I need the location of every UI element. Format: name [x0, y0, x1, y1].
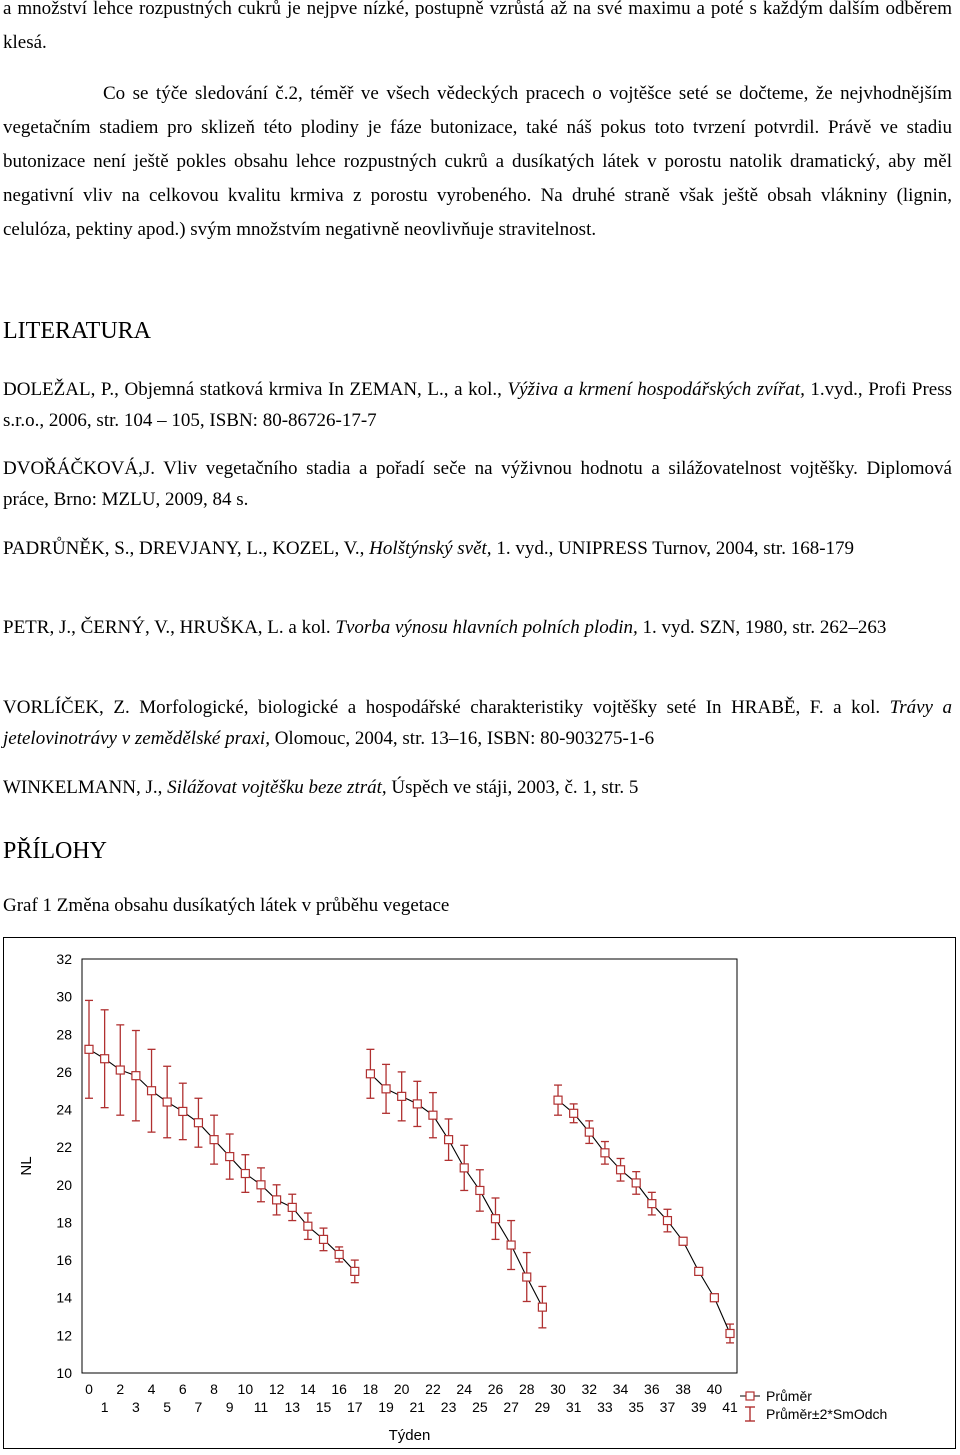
- literatura-heading: LITERATURA: [3, 318, 151, 344]
- reference-3: PADRŮNĚK, S., DREVJANY, L., KOZEL, V., Holštýnský svět, 1. vyd., UNIPRESS Turnov, 2004, str. 168-179: [3, 538, 855, 559]
- mean-point: [320, 1235, 328, 1243]
- mean-point: [648, 1200, 656, 1208]
- chart-caption: Graf 1 Změna obsahu dusíkatých látek v průběhu vegetace: [3, 895, 450, 916]
- x-tick-label: 27: [503, 1399, 519, 1415]
- series-line-3: [558, 1100, 730, 1333]
- x-tick-label: 15: [315, 1399, 332, 1415]
- y-axis-label: NL: [18, 1156, 35, 1176]
- y-tick-label: 26: [56, 1063, 72, 1080]
- x-tick-label: 12: [268, 1381, 285, 1397]
- y-tick-label: 30: [56, 988, 72, 1005]
- reference-6: WINKELMANN, J., Silážovat vojtěšku beze ztrát, Úspěch ve stáji, 2003, č. 1, str. 5: [3, 777, 639, 798]
- x-tick-label: 38: [675, 1381, 691, 1397]
- x-tick-label: 19: [378, 1399, 394, 1415]
- mean-point: [617, 1166, 625, 1174]
- mean-point: [570, 1109, 578, 1117]
- mean-point: [304, 1222, 312, 1230]
- x-tick-label: 41: [722, 1399, 738, 1415]
- prilohy-heading: PŘÍLOHY: [3, 838, 108, 864]
- reference-5: VORLÍČEK, Z. Morfologické, biologické a hospodářské charakteristiky vojtěšky seté In HRABĚ, F. a kol. Trávy a jetelovinotrávy v zemědělské praxi, Olomouc, 2004, str. 13–16, ISBN: 80-903275-1-6: [3, 697, 952, 749]
- mean-point: [429, 1111, 437, 1119]
- x-tick-label: 16: [331, 1381, 347, 1397]
- y-tick-label: 32: [56, 951, 72, 967]
- mean-point: [445, 1136, 453, 1144]
- x-tick-label: 36: [644, 1381, 660, 1397]
- x-tick-label: 6: [178, 1381, 187, 1397]
- mean-point: [116, 1066, 124, 1074]
- x-tick-label: 29: [534, 1399, 551, 1415]
- mean-point: [132, 1072, 140, 1080]
- y-tick-label: 16: [56, 1252, 72, 1269]
- y-tick-label: 18: [56, 1214, 72, 1231]
- x-tick-label: 13: [284, 1399, 301, 1415]
- x-tick-label: 20: [393, 1381, 410, 1397]
- reference-4: PETR, J., ČERNÝ, V., HRUŠKA, L. a kol. Tvorba výnosu hlavních polních plodin, 1. vyd. SZN, 1980, str. 262–263: [3, 617, 887, 638]
- y-tick-label: 14: [56, 1289, 72, 1306]
- mean-point: [726, 1329, 734, 1337]
- body-text: [3, 0, 952, 247]
- mean-point: [601, 1149, 609, 1157]
- x-tick-label: 25: [472, 1399, 488, 1415]
- mean-point: [523, 1273, 531, 1281]
- x-tick-label: 40: [706, 1381, 723, 1397]
- reference-1: DOLEŽAL, P., Objemná statková krmiva In ZEMAN, L., a kol., Výživa a krmení hospodářských zvířat, 1.vyd., Profi Press s.r.o., 2006, str. 104 – 105, ISBN: 80-86726-17-7: [3, 379, 952, 431]
- x-tick-label: 31: [565, 1399, 582, 1415]
- plot-area-border: [82, 959, 737, 1373]
- mean-point: [460, 1164, 468, 1172]
- x-tick-label: 33: [597, 1399, 613, 1415]
- mean-point: [585, 1128, 593, 1136]
- mean-point: [382, 1085, 390, 1093]
- reference-2: DVOŘÁČKOVÁ,J. Vliv vegetačního stadia a pořadí seče na výživnou hodnotu a silážovatelnost vojtěšky. Diplomová práce, Brno: MZLU, 2009, 84 s.: [3, 458, 952, 510]
- series-line-1: [89, 1049, 355, 1271]
- legend-mean-marker: [746, 1392, 754, 1400]
- x-tick-label: 2: [116, 1381, 125, 1397]
- paragraph-1: a množství lehce rozpustných cukrů je nejpve nízké, postupně vzrůstá až na své maximu a poté s každým dalším odběrem klesá.: [3, 0, 952, 53]
- mean-point: [413, 1100, 421, 1108]
- mean-point: [679, 1237, 687, 1245]
- mean-point: [538, 1303, 546, 1311]
- mean-point: [366, 1070, 374, 1078]
- mean-point: [351, 1267, 359, 1275]
- mean-point: [101, 1055, 109, 1063]
- mean-point: [257, 1181, 265, 1189]
- x-tick-label: 37: [659, 1399, 676, 1415]
- legend-error-label: Průměr±2*SmOdch: [766, 1406, 888, 1422]
- x-tick-label: 34: [612, 1381, 629, 1397]
- x-tick-label: 18: [362, 1381, 379, 1397]
- mean-point: [491, 1215, 499, 1223]
- x-tick-label: 9: [225, 1399, 234, 1415]
- mean-point: [241, 1170, 249, 1178]
- mean-point: [194, 1119, 202, 1127]
- x-tick-label: 17: [346, 1399, 363, 1415]
- mean-point: [663, 1217, 671, 1225]
- mean-point: [85, 1045, 93, 1053]
- chart-frame: [3, 937, 956, 1449]
- mean-point: [148, 1087, 156, 1095]
- mean-point: [335, 1250, 343, 1258]
- mean-point: [554, 1096, 562, 1104]
- mean-point: [226, 1153, 234, 1161]
- x-tick-label: 14: [300, 1381, 316, 1397]
- y-tick-label: 28: [56, 1026, 72, 1043]
- x-tick-label: 21: [409, 1399, 426, 1415]
- x-tick-label: 8: [210, 1381, 218, 1397]
- x-tick-label: 1: [100, 1399, 109, 1415]
- x-tick-label: 7: [194, 1399, 203, 1415]
- x-tick-label: 39: [690, 1399, 707, 1415]
- paragraph-2: Co se týče sledování č.2, téměř ve všech vědeckých pracech o vojtěšce seté se dočteme, že nejvhodnějším vegetačním stadiem pro sklizeň této plodiny je fáze butonizace, také náš pokus toto tvrzení potvrdil. Právě ve stadiu butonizace není ještě pokles obsahu lehce rozpustných cukrů a dusíkatých látek v porostu natolik dramatický, aby měl negativní vliv na celkovou kvalitu krmiva z porostu vyrobeného. Na druhé straně však ještě obsah vlákniny (lignin, celulóza, pektiny apod.) svým množstvím negativně neovlivňuje stravitelnost.: [3, 83, 952, 240]
- mean-point: [632, 1179, 640, 1187]
- mean-point: [476, 1186, 484, 1194]
- x-tick-label: 4: [147, 1381, 156, 1397]
- x-tick-label: 5: [163, 1399, 172, 1415]
- mean-point: [507, 1241, 515, 1249]
- mean-point: [179, 1107, 187, 1115]
- mean-point: [710, 1294, 718, 1302]
- x-tick-label: 11: [253, 1399, 269, 1415]
- mean-point: [695, 1267, 703, 1275]
- x-tick-label: 23: [440, 1399, 457, 1415]
- x-tick-label: 0: [85, 1381, 93, 1397]
- mean-point: [210, 1136, 218, 1144]
- y-tick-label: 10: [56, 1365, 72, 1381]
- y-tick-label: 20: [56, 1176, 72, 1193]
- x-tick-label: 35: [628, 1399, 644, 1415]
- series-line-2: [370, 1074, 542, 1307]
- x-tick-label: 30: [550, 1381, 566, 1397]
- y-tick-label: 12: [56, 1327, 72, 1344]
- x-axis-label: Týden: [388, 1427, 431, 1444]
- x-tick-label: 26: [487, 1381, 504, 1397]
- mean-point: [398, 1092, 406, 1100]
- mean-point: [273, 1196, 281, 1204]
- x-tick-label: 28: [518, 1381, 535, 1397]
- x-tick-label: 3: [132, 1399, 140, 1415]
- legend-mean-label: Průměr: [766, 1388, 812, 1404]
- mean-point: [288, 1203, 296, 1211]
- x-tick-label: 32: [581, 1381, 598, 1397]
- x-tick-label: 22: [425, 1381, 441, 1397]
- mean-point: [163, 1098, 171, 1106]
- x-tick-label: 10: [237, 1381, 254, 1397]
- nl-chart: [4, 938, 957, 1450]
- y-tick-label: 24: [56, 1101, 72, 1118]
- y-tick-label: 22: [56, 1139, 72, 1156]
- x-tick-label: 24: [456, 1381, 473, 1397]
